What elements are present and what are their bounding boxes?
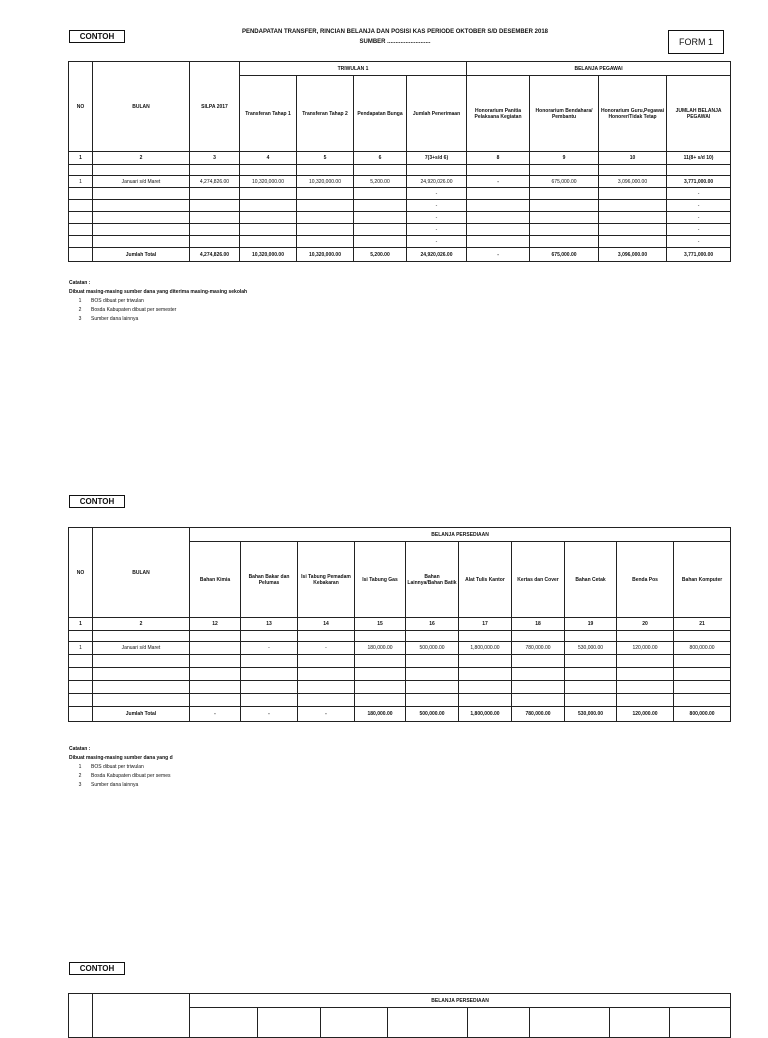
cell: 675,000.00 xyxy=(530,176,599,188)
cell: 10,320,000.00 xyxy=(240,248,297,262)
col-number: 8 xyxy=(467,152,530,165)
col-number: 13 xyxy=(241,618,298,631)
note-text: Bosda Kabupaten dibuat per semes xyxy=(91,773,171,779)
cell: - xyxy=(241,707,298,722)
header-belanja-persediaan: BELANJA PERSEDIAAN xyxy=(190,528,731,542)
note-text: Sumber dana lainnya xyxy=(91,316,139,322)
table-row xyxy=(69,200,731,212)
notes-catatan: Catatan : xyxy=(69,746,91,752)
col-number: 5 xyxy=(297,152,354,165)
note-number: 1 xyxy=(78,298,82,304)
table-row xyxy=(69,694,731,707)
total-label: Jumlah Total xyxy=(93,707,190,722)
cell: 500,000.00 xyxy=(406,642,459,655)
notes-2 xyxy=(69,745,389,790)
cell: 800,000.00 xyxy=(674,707,731,722)
cell: - xyxy=(667,236,731,248)
notes-heading: Dibuat masing-masing sumber dana yang diterima masing-masing sekolah xyxy=(69,289,248,295)
note-text: BOS dibuat per triwulan xyxy=(91,764,144,770)
report-title: PENDAPATAN TRANSFER, RINCIAN BELANJA DAN POSISI KAS PERIODE OKTOBER S/D DESEMBER 2018 xyxy=(241,29,549,35)
cell: 10,320,000.00 xyxy=(297,248,354,262)
cell: - xyxy=(407,212,467,224)
col-number: 1 xyxy=(69,618,93,631)
cell: 120,000.00 xyxy=(617,707,674,722)
cell: 1,800,000.00 xyxy=(459,642,512,655)
table-belanja-persediaan-2 xyxy=(68,993,731,1038)
cell: - xyxy=(667,224,731,236)
cell: - xyxy=(667,188,731,200)
note-number: 1 xyxy=(78,764,82,770)
cell: Januari s/d Maret xyxy=(93,642,190,655)
cell: 675,000.00 xyxy=(530,248,599,262)
report-source: SUMBER .......................... xyxy=(359,39,431,45)
header-col: Bahan Cetak xyxy=(565,542,617,618)
notes-catatan: Catatan : xyxy=(69,280,91,286)
total-row xyxy=(69,707,731,722)
header-no: NO xyxy=(69,528,93,618)
contoh-label-2: CONTOH xyxy=(69,495,125,508)
cell: 180,000.00 xyxy=(355,642,406,655)
header-col: Isi Tabung Pemadam Kebakaran xyxy=(298,542,355,618)
col-number: 12 xyxy=(190,618,241,631)
header-col: Bahan Komputer xyxy=(674,542,731,618)
col-number: 3 xyxy=(190,152,240,165)
cell: 5,200.00 xyxy=(354,176,407,188)
col-number: 14 xyxy=(298,618,355,631)
cell: - xyxy=(407,188,467,200)
table-row xyxy=(69,655,731,668)
cell: 780,000.00 xyxy=(512,707,565,722)
header-silpa: SILPA 2017 xyxy=(190,62,240,152)
cell: 10,320,000.00 xyxy=(297,176,354,188)
cell: 800,000.00 xyxy=(674,642,731,655)
col-number: 20 xyxy=(617,618,674,631)
header-col: Isi Tabung Gas xyxy=(355,542,406,618)
header-col: Kertas dan Cover xyxy=(512,542,565,618)
header-col: Honorarium Guru,Pegawai Honorer/Tidak Tetap xyxy=(599,76,667,152)
col-number: 10 xyxy=(599,152,667,165)
col-number: 7(3+s/d 6) xyxy=(407,152,467,165)
form-label: FORM 1 xyxy=(668,30,724,54)
cell: 1 xyxy=(69,642,93,655)
col-number: 4 xyxy=(240,152,297,165)
note-text: BOS dibuat per triwulan xyxy=(91,298,144,304)
header-col: Jumlah Penerimaan xyxy=(407,76,467,152)
header-bulan: BULAN xyxy=(93,62,190,152)
col-number: 2 xyxy=(93,618,190,631)
cell: 4,274,826.00 xyxy=(190,176,240,188)
total-row xyxy=(69,248,731,262)
cell: - xyxy=(667,212,731,224)
cell: 1,800,000.00 xyxy=(459,707,512,722)
header-col: Bahan Bakar dan Pelumas xyxy=(241,542,298,618)
cell: 500,000.00 xyxy=(406,707,459,722)
header-col: JUMLAH BELANJA PEGAWAI xyxy=(667,76,731,152)
notes-heading: Dibuat masing-masing sumber dana yang d xyxy=(69,755,173,761)
cell: 120,000.00 xyxy=(617,642,674,655)
table-row xyxy=(69,681,731,694)
list-item xyxy=(69,315,389,324)
note-number: 3 xyxy=(78,316,82,322)
notes-1 xyxy=(69,279,389,324)
cell: 1 xyxy=(69,176,93,188)
col-number: 15 xyxy=(355,618,406,631)
cell: - xyxy=(298,642,355,655)
cell: 3,771,000.00 xyxy=(667,176,731,188)
header-belanja-persediaan: BELANJA PERSEDIAAN xyxy=(190,994,731,1008)
list-item xyxy=(69,306,389,315)
cell: 3,096,000.00 xyxy=(599,176,667,188)
col-number: 2 xyxy=(93,152,190,165)
total-label: Jumlah Total xyxy=(93,248,190,262)
cell: - xyxy=(667,200,731,212)
cell: - xyxy=(467,176,530,188)
cell: - xyxy=(190,707,241,722)
header-col: Transferan Tahap 2 xyxy=(297,76,354,152)
list-item xyxy=(69,781,389,790)
note-number: 3 xyxy=(78,782,82,788)
list-item xyxy=(69,297,389,306)
table-row xyxy=(69,224,731,236)
cell: - xyxy=(467,248,530,262)
col-number: 17 xyxy=(459,618,512,631)
header-no: NO xyxy=(69,62,93,152)
header-col: Bahan Lainnya/Bahan Batik xyxy=(406,542,459,618)
header-col: Bahan Kimia xyxy=(190,542,241,618)
header-col: Benda Pos xyxy=(617,542,674,618)
cell: 180,000.00 xyxy=(355,707,406,722)
cell: 780,000.00 xyxy=(512,642,565,655)
cell: Januari s/d Maret xyxy=(93,176,190,188)
col-number: 11(8+ s/d 10) xyxy=(667,152,731,165)
table-row xyxy=(69,212,731,224)
table-row xyxy=(69,236,731,248)
header-col: Honorarium Panitia Pelaksana Kegiatan xyxy=(467,76,530,152)
cell: 530,000.00 xyxy=(565,642,617,655)
cell: 3,096,000.00 xyxy=(599,248,667,262)
cell: - xyxy=(241,642,298,655)
col-number: 21 xyxy=(674,618,731,631)
cell: - xyxy=(407,200,467,212)
header-col: Honorarium Bendahara/ Pembantu xyxy=(530,76,599,152)
list-item xyxy=(69,763,389,772)
table-row xyxy=(69,188,731,200)
table-row xyxy=(69,668,731,681)
cell: 530,000.00 xyxy=(565,707,617,722)
cell: - xyxy=(407,224,467,236)
list-item xyxy=(69,772,389,781)
table-pendapatan-belanja-pegawai xyxy=(68,61,731,262)
col-number: 6 xyxy=(354,152,407,165)
col-number: 9 xyxy=(530,152,599,165)
cell: 24,920,026.00 xyxy=(407,248,467,262)
header-belanja-pegawai: BELANJA PEGAWAI xyxy=(467,62,731,76)
cell: 5,200.00 xyxy=(354,248,407,262)
col-number: 16 xyxy=(406,618,459,631)
header-bulan: BULAN xyxy=(93,528,190,618)
cell: 4,274,826.00 xyxy=(190,248,240,262)
header-col: Alat Tulis Kantor xyxy=(459,542,512,618)
contoh-label-1: CONTOH xyxy=(69,30,125,43)
header-col: Transferan Tahap 1 xyxy=(240,76,297,152)
note-number: 2 xyxy=(78,307,82,313)
cell: 10,320,000.00 xyxy=(240,176,297,188)
cell xyxy=(190,642,241,655)
col-number: 1 xyxy=(69,152,93,165)
col-number: 19 xyxy=(565,618,617,631)
table-row xyxy=(69,176,731,188)
note-text: Sumber dana lainnya xyxy=(91,782,139,788)
note-text: Bosda Kabupaten dibuat per semester xyxy=(91,307,177,313)
cell: - xyxy=(298,707,355,722)
cell: - xyxy=(407,236,467,248)
header-triwulan: TRIWULAN 1 xyxy=(240,62,467,76)
note-number: 2 xyxy=(78,773,82,779)
contoh-label-3: CONTOH xyxy=(69,962,125,975)
cell: 24,920,026.00 xyxy=(407,176,467,188)
table-belanja-persediaan xyxy=(68,527,731,722)
col-number: 18 xyxy=(512,618,565,631)
cell: 3,771,000.00 xyxy=(667,248,731,262)
table-row xyxy=(69,642,731,655)
header-col: Pendapatan Bunga xyxy=(354,76,407,152)
